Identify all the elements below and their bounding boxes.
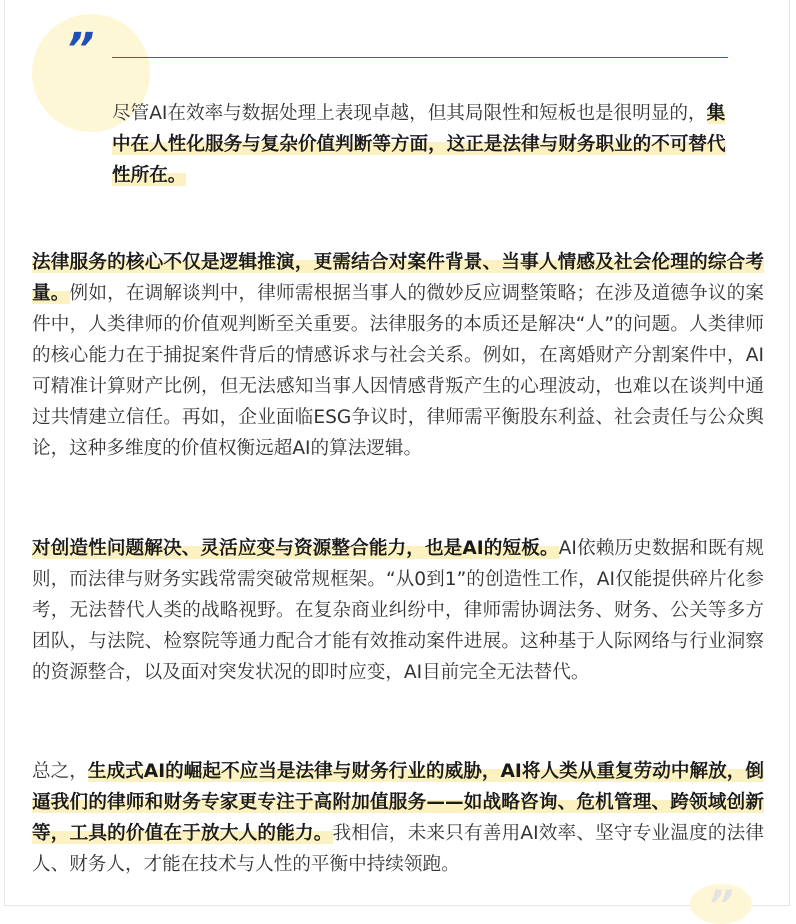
closing-quote-decoration (690, 884, 752, 924)
pull-quote (112, 98, 728, 191)
pull-quote-plain: 尽管AI在效率与数据处理上表现卓越，但其局限性和短板也是很明显的， (112, 103, 707, 124)
quote-mark-icon: ” (66, 24, 95, 75)
paragraph-text: AI依赖历史数据和既有规则，而法律与财务实践常需突破常规框架。“从0到1”的创造性工作，AI仅能提供碎片化参考，无法替代人类的战略视野。在复杂商业纠纷中，律师需协调法务、财务、公关等多方团队，与法院、检察院等通力配合才能有效推动案件进展。这种基于人际网络与行业洞察的资源整合，以及面对突发状况的即时应变，AI目前完全无法替代。 (32, 538, 764, 683)
paragraph-highlight: 生成式AI的崛起不应当是法律与财务行业的威胁，AI将人类从重复劳动中解放，倒逼我们的律师和财务专家更专注于高附加值服务——如战略咨询、危机管理、跨领域创新等，工具的价值在于放大人的能力。 (32, 761, 764, 844)
frame-bottom-border (4, 905, 790, 906)
closing-quote-mark-icon: ” (708, 884, 734, 924)
frame-right-border (789, 0, 790, 905)
paragraph-creativity (32, 533, 764, 688)
paragraph-conclusion (32, 756, 764, 880)
quote-divider-line (112, 57, 728, 58)
paragraph-highlight: 对创造性问题解决、灵活应变与资源整合能力，也是AI的短板。 (32, 538, 559, 559)
frame-left-border (4, 0, 5, 905)
paragraph-legal-core (32, 247, 764, 464)
paragraph-highlight: 法律服务的核心不仅是逻辑推演，更需结合对案件背景、当事人情感及社会伦理的综合考量。 (32, 252, 764, 304)
paragraph-text: 例如，在调解谈判中，律师需根据当事人的微妙反应调整策略；在涉及道德争议的案件中，人类律师的价值观判断至关重要。法律服务的本质还是解决“人”的问题。人类律师的核心能力在于捕捉案件背后的情感诉求与社会关系。例如，在离婚财产分割案件中，AI可精准计算财产比例，但无法感知当事人因情感背叛产生的心理波动，也难以在谈判中通过共情建立信任。再如，企业面临ESG争议时，律师需平衡股东利益、社会责任与公众舆论，这种多维度的价值权衡远超AI的算法逻辑。 (32, 283, 764, 459)
pull-quote-highlight: 集中在人性化服务与复杂价值判断等方面，这正是法律与财务职业的不可替代性所在。 (112, 103, 726, 186)
paragraph-text: 我相信，未来只有善用AI效率、坚守专业温度的法律人、财务人，才能在技术与人性的平衡中持续领跑。 (32, 823, 764, 875)
paragraph-text: 总之， (32, 761, 88, 782)
